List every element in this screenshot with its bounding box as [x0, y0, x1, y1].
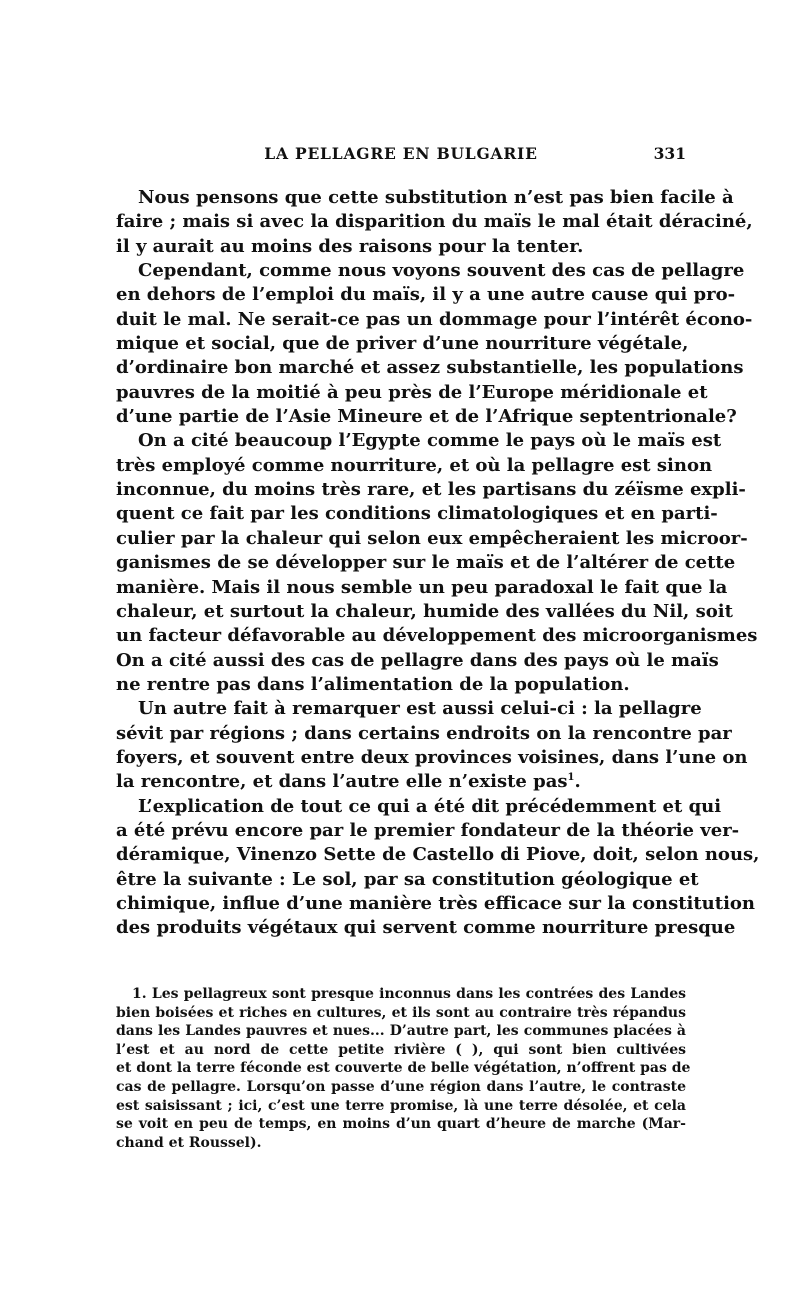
body-line-text: Un autre fait à remarquer est aussi celui-ci : la pellagre	[138, 698, 702, 720]
body-line-text: il y aurait au moins des raisons pour la tenter.	[116, 235, 584, 257]
body-line	[116, 429, 722, 453]
body-line-text: ganismes de se développer sur le maïs et de l’altérer de cette	[116, 552, 736, 574]
body-line-text: foyers, et souvent entre deux provinces voisines, dans l’une on	[116, 746, 748, 768]
body-line	[116, 405, 737, 429]
body-line-text: en dehors de l’emploi du maïs, il y a une autre cause qui pro-	[116, 284, 736, 306]
body-line-text: L’explication de tout ce qui a été dit précédemment et qui	[138, 795, 722, 817]
footnote-marker[interactable]: 1	[567, 772, 575, 784]
body-line-text: inconnue, du moins très rare, et les partisans du zéïsme expli-	[116, 479, 746, 501]
body-text	[116, 186, 760, 941]
footnote-line	[116, 1059, 691, 1078]
body-line	[116, 892, 756, 916]
body-line-text: des produits végétaux qui servent comme nourriture presque	[116, 917, 736, 939]
body-line-text: ne rentre pas dans l’alimentation de la population.	[116, 673, 630, 695]
body-line	[116, 795, 722, 819]
footnote-line	[116, 1004, 686, 1023]
footnote-line-text: chand et Roussel).	[116, 1134, 262, 1151]
body-line	[116, 697, 702, 721]
body-line-text: déramique, Vinenzo Sette de Castello di Piove, doit, selon nous,	[116, 844, 760, 866]
body-line	[116, 527, 748, 551]
running-head: LA PELLAGRE EN BULGARIE	[264, 144, 538, 163]
body-line	[116, 600, 733, 624]
footnote-line-text: est saisissant ; ici, c’est une terre promise, là une terre désolée, et cela	[116, 1097, 686, 1114]
body-line	[116, 551, 736, 575]
body-line	[116, 916, 736, 940]
footnote-line	[116, 1022, 686, 1041]
body-line-text: Cependant, comme nous voyons souvent des cas de pellagre	[138, 260, 745, 282]
body-line-text: a été prévu encore par le premier fondateur de la théorie ver-	[116, 819, 740, 841]
body-line-text: être la suivante : Le sol, par sa constitution géologique et	[116, 868, 699, 890]
body-line-text: chaleur, et surtout la chaleur, humide des vallées du Nil, soit	[116, 600, 733, 622]
body-line	[116, 746, 748, 770]
body-line-text: On a cité beaucoup l’Egypte comme le pays où le maïs est	[138, 430, 722, 452]
body-line-text: d’une partie de l’Asie Mineure et de l’Afrique septentrionale?	[116, 406, 737, 428]
footnote-line-text: se voit en peu de temps, en moins d’un quart d’heure de marche (Mar-	[116, 1116, 686, 1133]
body-line-text: très employé comme nourriture, et où la pellagre est sinon	[116, 454, 713, 476]
footnote-line	[116, 1041, 686, 1060]
body-line	[116, 819, 740, 843]
body-line	[116, 332, 689, 356]
body-line	[116, 283, 736, 307]
footnote-line	[116, 1115, 686, 1134]
footnote-line	[116, 1134, 686, 1153]
footnote-line-text: bien boisées et riches en cultures, et ils sont au contraire très répandus	[116, 1004, 686, 1021]
body-line	[116, 235, 686, 259]
body-line	[116, 454, 713, 478]
body-line	[116, 478, 746, 502]
body-line-text: Nous pensons que cette substitution n’est pas bien facile à	[138, 187, 734, 208]
body-line	[116, 624, 758, 648]
body-line	[116, 502, 718, 526]
body-line-text: On a cité aussi des cas de pellagre dans des pays où le maïs	[116, 649, 719, 671]
footnote-line-text: et dont la terre féconde est couverte de belle végétation, n’offrent pas de	[116, 1060, 691, 1077]
page-number: 331	[653, 144, 686, 163]
page-header	[116, 144, 686, 168]
body-line-text: culier par la chaleur qui selon eux empêcheraient les microor-	[116, 527, 748, 549]
body-line-text: d’ordinaire bon marché et assez substantielle, les populations	[116, 357, 744, 379]
body-line-text: duit le mal. Ne serait-ce pas un dommage pour l’intérêt écono-	[116, 308, 753, 330]
body-line	[116, 576, 728, 600]
body-line	[116, 186, 734, 210]
body-line	[116, 308, 753, 332]
body-line	[116, 770, 686, 794]
body-line-text: manière. Mais il nous semble un peu paradoxal le fait que la	[116, 576, 728, 598]
body-line	[116, 843, 760, 867]
body-line-text: mique et social, que de priver d’une nourriture végétale,	[116, 333, 689, 355]
footnote-line	[116, 1097, 686, 1116]
body-line-text: quent ce fait par les conditions climatologiques et en parti-	[116, 503, 718, 525]
footnote-line-text: l’est et au nord de cette petite rivière ( ), qui sont bien cultivées	[116, 1041, 686, 1058]
body-line-text: faire ; mais si avec la disparition du maïs le mal était déraciné,	[116, 211, 753, 233]
body-line-tail: .	[574, 771, 581, 793]
body-line	[116, 868, 699, 892]
body-line-text: la rencontre, et dans l’autre elle n’existe pas	[116, 771, 568, 793]
body-line-text: un facteur défavorable au développement des microorganismes	[116, 625, 758, 647]
footnote-line	[116, 985, 686, 1004]
body-line	[116, 649, 719, 673]
footnote-line-text: cas de pellagre. Lorsqu’on passe d’une région dans l’autre, le contraste	[116, 1078, 686, 1095]
body-line-text: sévit par régions ; dans certains endroits on la rencontre par	[116, 722, 732, 744]
footnote-line-text: 1. Les pellagreux sont presque inconnus dans les contrées des Landes	[132, 986, 686, 1002]
body-line	[116, 210, 753, 234]
footnote-line	[116, 1078, 686, 1097]
body-line	[116, 259, 745, 283]
body-line	[116, 381, 708, 405]
footnote-line-text: dans les Landes pauvres et nues... D’autre part, les communes placées à	[116, 1023, 686, 1040]
body-line-text: chimique, influe d’une manière très efficace sur la constitution	[116, 892, 756, 914]
body-line-text: pauvres de la moitié à peu près de l’Europe méridionale et	[116, 381, 708, 403]
body-line	[116, 673, 686, 697]
footnotes	[116, 985, 691, 1152]
body-line	[116, 722, 732, 746]
body-line	[116, 356, 744, 380]
